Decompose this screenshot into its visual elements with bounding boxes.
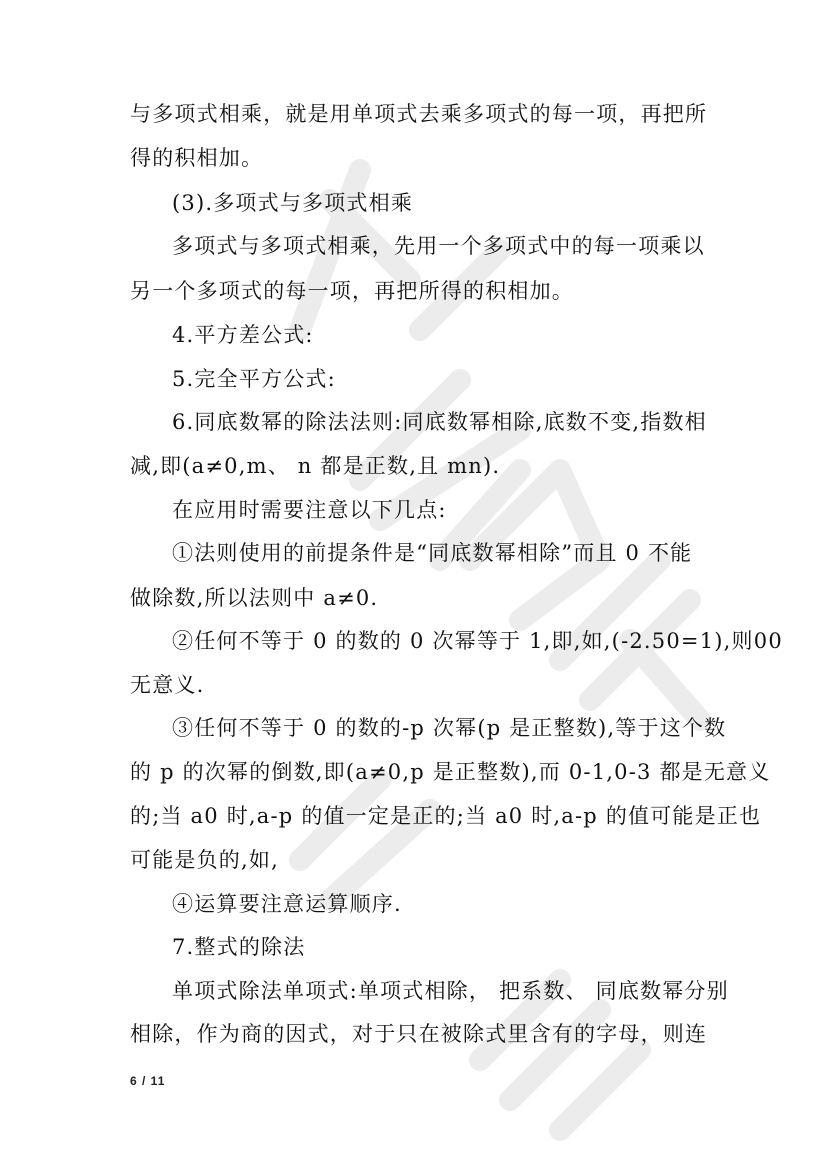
- text-line-5: 另一个多项式的每一项，再把所得的积相加。: [130, 279, 574, 303]
- page-number: 6 / 11: [130, 1074, 166, 1088]
- text-line-18: 可能是负的,如,: [130, 848, 279, 872]
- text-line-6: 4.平方差公式:: [172, 323, 314, 347]
- text-line-1: 与多项式相乘，就是用单项式去乘多项式的每一项，再把所: [130, 102, 708, 126]
- text-line-10: 在应用时需要注意以下几点:: [172, 498, 447, 522]
- text-line-21: 单项式除法单项式:单项式相除， 把系数、 同底数幂分别: [172, 979, 729, 1003]
- text-line-19: ④运算要注意运算顺序.: [172, 892, 402, 916]
- text-line-14: 无意义.: [130, 673, 205, 697]
- text-line-13: ②任何不等于 0 的数的 0 次幂等于 1,即,如,(-2.50=1),则00: [172, 629, 783, 653]
- text-line-15: ③任何不等于 0 的数的-p 次幂(p 是正整数),等于这个数: [172, 716, 727, 740]
- text-line-8: 6.同底数幂的除法法则:同底数幂相除,底数不变,指数相: [172, 410, 707, 434]
- text-line-11: ①法则使用的前提条件是“同底数幂相除”而且 0 不能: [172, 541, 693, 565]
- text-line-22: 相除，作为商的因式，对于只在被除式里含有的字母，则连: [130, 1022, 708, 1046]
- text-line-4: 多项式与多项式相乘，先用一个多项式中的每一项乘以: [172, 234, 705, 258]
- text-line-12: 做除数,所以法则中 a≠0.: [130, 586, 379, 610]
- text-line-7: 5.完全平方公式:: [172, 367, 336, 391]
- text-line-3: (3).多项式与多项式相乘: [172, 191, 414, 215]
- text-line-20: 7.整式的除法: [172, 935, 306, 959]
- text-line-17: 的;当 a0 时,a-p 的值一定是正的;当 a0 时,a-p 的值可能是正也: [130, 804, 762, 828]
- text-line-16: 的 p 的次幂的倒数,即(a≠0,p 是正整数),而 0-1,0-3 都是无意义: [130, 760, 771, 784]
- text-line-9: 减,即(a≠0,m、 n 都是正数,且 mn).: [130, 454, 501, 478]
- text-line-2: 得的积相加。: [130, 146, 264, 170]
